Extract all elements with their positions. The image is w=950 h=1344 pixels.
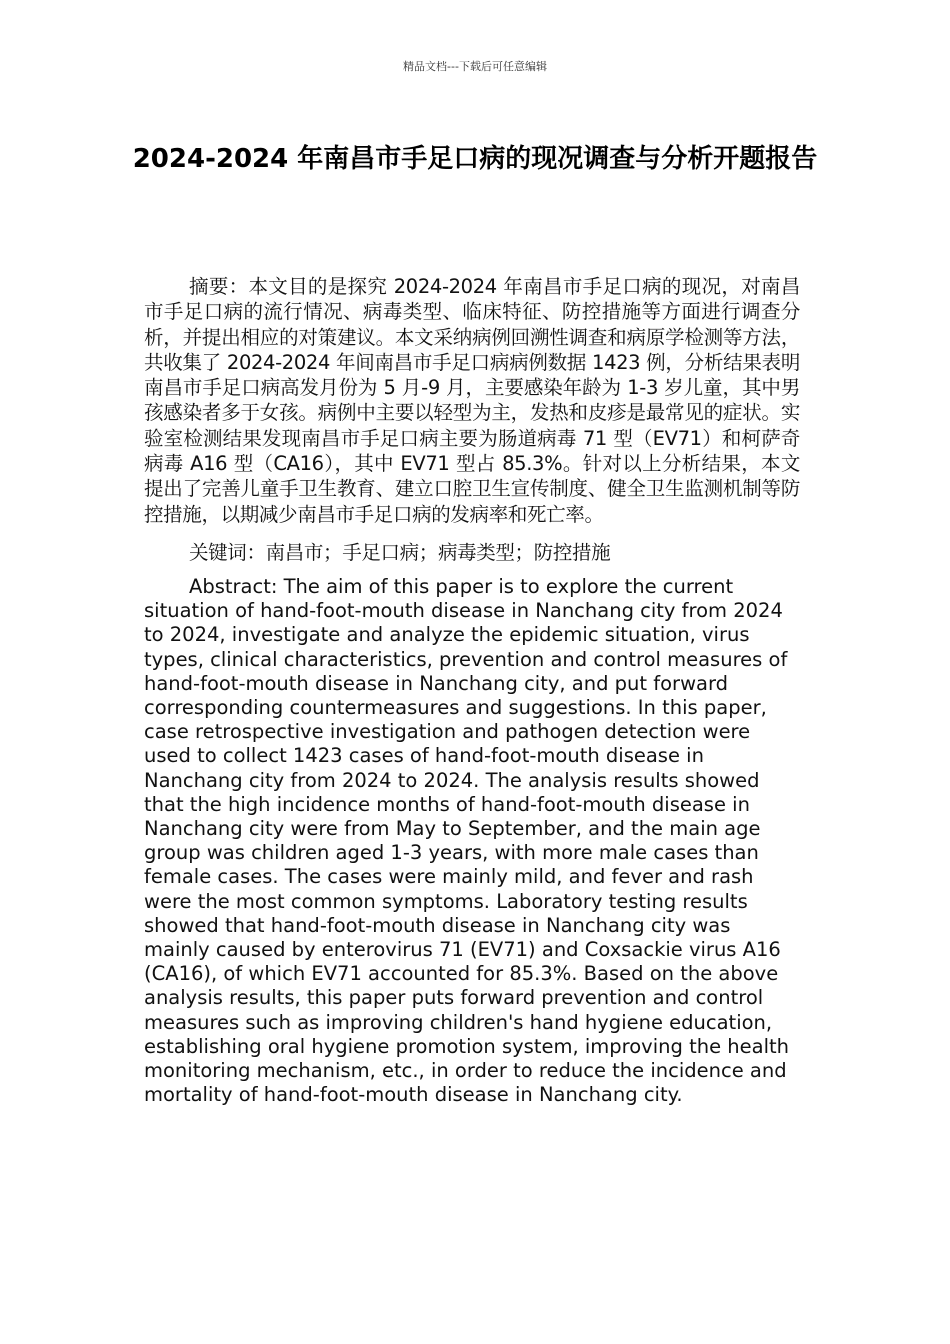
page-header: 精品文档---下载后可任意编辑 (403, 60, 547, 73)
abstract-english: Abstract: The aim of this paper is to explore the current situation of hand-foot-mouth disease in Nanchang city from 2024 to 2024, investigate and analyze the epidemic situation, virus types, clinical characteristics, prevention and control measures of hand-foot-mouth disease in Nanchang city, and put forward corresponding countermeasures and suggestions. In this paper, case retrospective investigation and pathogen detection were used to collect 1423 cases of hand-foot-mouth disease in Nanchang city from 2024 to 2024. The analysis results showed that the high incidence months of hand-foot-mouth disease in Nanchang city were from May to September, and the main age group was children aged 1-3 years, with more male cases than female cases. The cases were mainly mild, and fever and rash were the most common symptoms. Laboratory testing results showed that hand-foot-mouth disease in Nanchang city was mainly caused by enterovirus 71 (EV71) and Coxsackie virus A16 (CA16), of which EV71 accounted for 85.3%. Based on the above analysis results, this paper puts forward prevention and control measures such as improving children's hand hygiene education, establishing oral hygiene promotion system, improving the health monitoring mechanism, etc., in order to reduce the incidence and mortality of hand-foot-mouth disease in Nanchang city. (144, 574, 789, 1107)
abstract-chinese: 摘要：本文目的是探究 2024-2024 年南昌市手足口病的现况，对南昌市手足口病的流行情况、病毒类型、临床特征、防控措施等方面进行调查分析，并提出相应的对策建议。本文采纳病例回溯性调查和病原学检测等方法，共收集了 2024-2024 年间南昌市手足口病病例数据 1423 例，分析结果表明南昌市手足口病高发月份为 5 月-9 月，主要感染年龄为 1-3 岁儿童，其中男孩感染者多于女孩。病例中主要以轻型为主，发热和皮疹是最常见的症状。实验室检测结果发现南昌市手足口病主要为肠道病毒 71 型（EV71）和柯萨奇病毒 A16 型（CA16），其中 EV71 型占 85.3%。针对以上分析结果，本文提出了完善儿童手卫生教育、建立口腔卫生宣传制度、健全卫生监测机制等防控措施，以期减少南昌市手足口病的发病率和死亡率。 (144, 275, 800, 526)
document-title: 2024-2024 年南昌市手足口病的现况调查与分析开题报告 (132, 144, 818, 174)
document-body (144, 274, 800, 1107)
keywords: 关键词：南昌市；手足口病；病毒类型；防控措施 (189, 540, 611, 564)
